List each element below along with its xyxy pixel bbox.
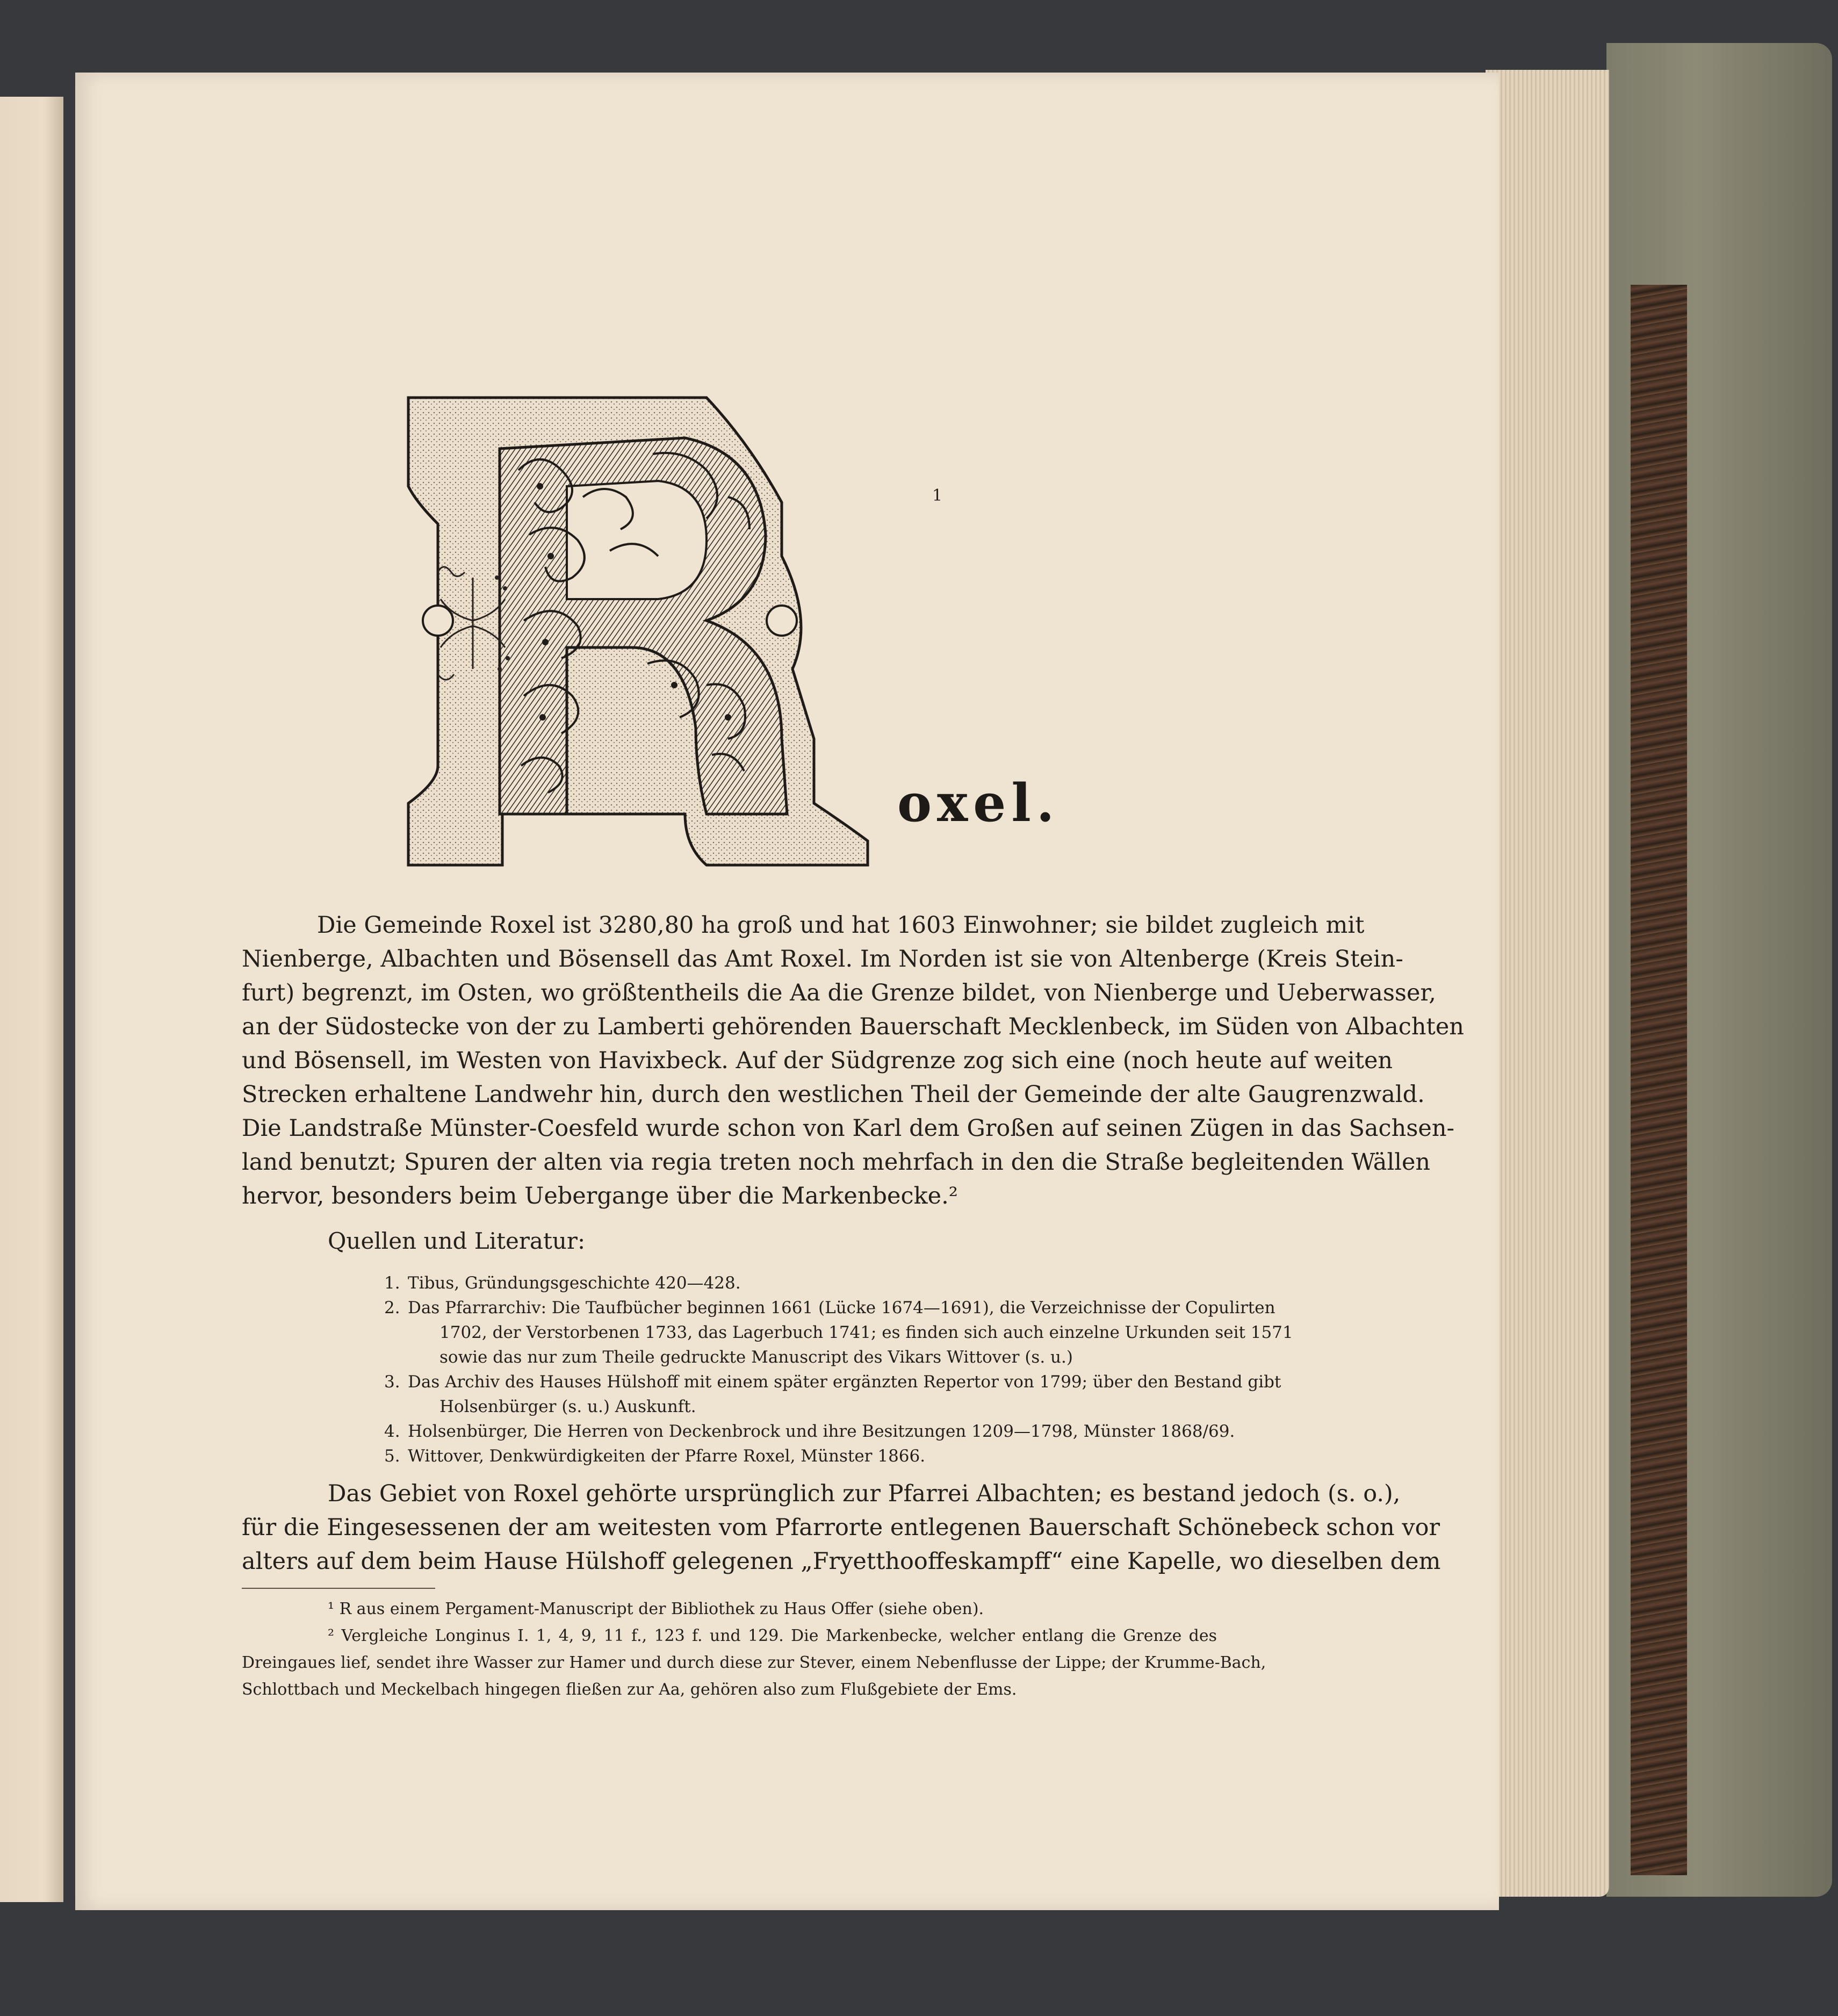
page-stack-edges — [1486, 70, 1609, 1897]
paragraph-1-line: Die Gemeinde Roxel ist 3280,80 ha groß und hat 1603 Einwohner; sie bildet zugleich mit — [317, 912, 1365, 939]
source-text-continued: sowie das nur zum Theile gedruckte Manuscript des Vikars Wittover (s. u.) — [439, 1348, 1073, 1367]
paragraph-1-line: land benutzt; Spuren der alten via regia treten noch mehrfach in den die Straße begleitenden Wällen — [242, 1149, 1431, 1176]
source-number: 4. — [384, 1422, 400, 1441]
source-number: 3. — [384, 1372, 400, 1392]
source-text-continued: 1702, der Verstorbenen 1733, das Lagerbuch 1741; es finden sich auch einzelne Urkunden seit 1571 — [439, 1323, 1293, 1342]
source-item — [384, 1419, 1235, 1444]
source-item — [384, 1271, 741, 1295]
paragraph-1-line: hervor, besonders beim Uebergange über die Markenbecke.² — [242, 1183, 958, 1209]
sources-heading: Quellen und Literatur: — [328, 1228, 586, 1254]
source-number: 2. — [384, 1298, 400, 1317]
footnote-line: ¹ R aus einem Pergament-Manuscript der Bibliothek zu Haus Offer (siehe oben). — [328, 1600, 984, 1618]
footnote-line: Schlottbach und Meckelbach hingegen fließen zur Aa, gehören also zum Flußgebiete der Ems. — [242, 1680, 1017, 1699]
paragraph-1-line: furt) begrenzt, im Osten, wo größtentheils die Aa die Grenze bildet, von Nienberge und Ueberwasser, — [242, 980, 1436, 1006]
paragraph-2-line: alters auf dem beim Hause Hülshoff gelegenen „Fryetthooffeskampff“ eine Kapelle, wo dieselben dem — [242, 1548, 1441, 1575]
left-facing-page — [0, 97, 63, 1902]
title-footnote-ref: 1 — [932, 486, 943, 505]
footnote-line: Dreingaues lief, sendet ihre Wasser zur Hamer und durch diese zur Stever, einem Nebenflusse der Lippe; der Krumme-Bach, — [242, 1653, 1266, 1672]
paragraph-1-line: Die Landstraße Münster-Coesfeld wurde schon von Karl dem Großen auf seinen Zügen in das Sachsen- — [242, 1115, 1455, 1142]
source-item — [384, 1444, 925, 1468]
source-number: 1. — [384, 1273, 400, 1293]
source-text: Das Archiv des Hauses Hülshoff mit einem später ergänzten Repertor von 1799; über den Bestand gibt — [408, 1372, 1281, 1392]
paragraph-2-line: Das Gebiet von Roxel gehörte ursprünglich zur Pfarrei Albachten; es bestand jedoch (s. o.), — [328, 1480, 1401, 1507]
footnote-line: ² Vergleiche Longinus I. 1, 4, 9, 11 f., 123 f. und 129. Die Markenbecke, welcher entlang die Grenze des — [328, 1626, 1217, 1645]
initial-side-ornament — [427, 556, 518, 690]
source-item — [384, 1295, 1275, 1320]
source-text: Das Pfarrarchiv: Die Taufbücher beginnen 1661 (Lücke 1674—1691), die Verzeichnisse der Copulirten — [408, 1298, 1275, 1317]
source-number: 5. — [384, 1446, 400, 1466]
paragraph-1-line: und Bösensell, im Westen von Havixbeck. Auf der Südgrenze zog sich eine (noch heute auf weiten — [242, 1047, 1393, 1074]
source-text: Holsenbürger, Die Herren von Deckenbrock und ihre Besitzungen 1209—1798, Münster 1868/69. — [408, 1422, 1235, 1441]
paragraph-1-line: Nienberge, Albachten und Bösensell das Amt Roxel. Im Norden ist sie von Altenberge (Kreis Stein- — [242, 946, 1403, 973]
source-text-continued: Holsenbürger (s. u.) Auskunft. — [439, 1397, 696, 1416]
source-text: Wittover, Denkwürdigkeiten der Pfarre Roxel, Münster 1866. — [408, 1446, 926, 1466]
source-text: Tibus, Gründungsgeschichte 420—428. — [408, 1273, 741, 1293]
paragraph-1-line: Strecken erhaltene Landwehr hin, durch den westlichen Theil der Gemeinde der alte Gaugrenzwald. — [242, 1081, 1425, 1108]
marbled-cover — [1631, 285, 1687, 1875]
paragraph-2-line: für die Eingesessenen der am weitesten vom Pfarrorte entlegenen Bauerschaft Schönebeck schon vor — [242, 1514, 1440, 1541]
source-item — [384, 1370, 1281, 1394]
footnote-rule — [242, 1588, 435, 1589]
paragraph-1-line: an der Südostecke von der zu Lamberti gehörenden Bauerschaft Mecklenbeck, im Süden von Albachten — [242, 1013, 1464, 1040]
title-rest: oxel. — [897, 773, 1060, 833]
